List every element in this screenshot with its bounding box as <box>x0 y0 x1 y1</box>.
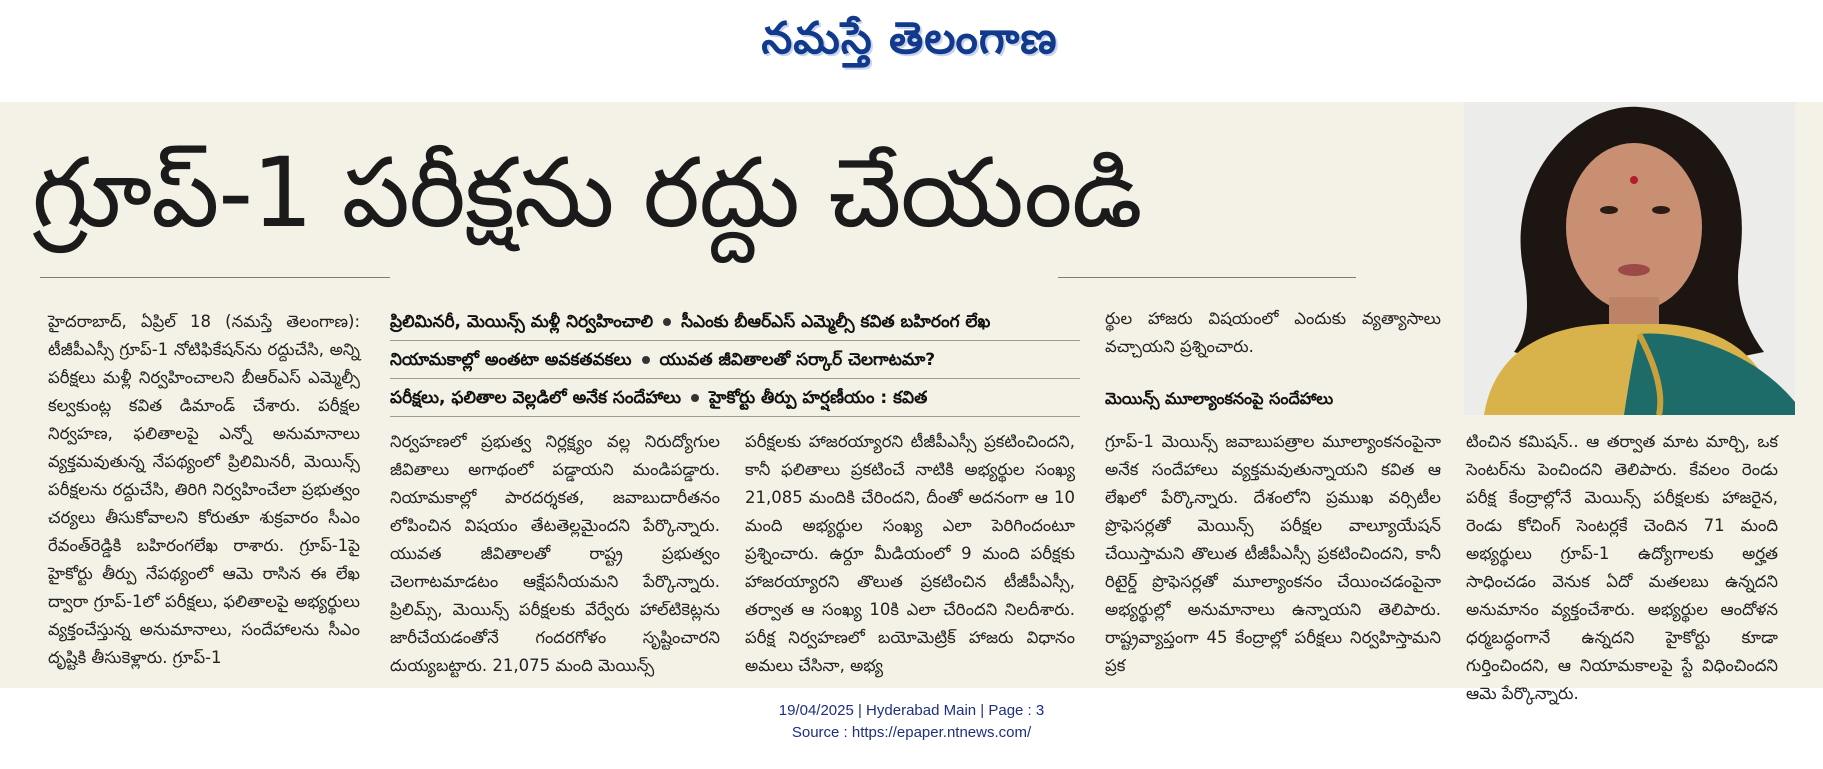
article-column-5 <box>1466 428 1778 703</box>
paragraph: నిర్వహణలో ప్రభుత్వ నిర్లక్ష్యం వల్ల నిరుద్యోగుల జీవితాలు అగాథంలో పడ్డాయని మండిపడ్డారు. నియామకాల్లో పారదర్శకత, జవాబుదారీతనం లోపించిన విషయం తేటతెల్లమైందని పేర్కొన్నారు. యువత జీవితాలతో రాష్ట్ర ప్రభుత్వం చెలగాటమాడటం ఆక్షేపనీయమని పేర్కొన్నారు. ప్రిలిమ్స్, మెయిన్స్ పరీక్షలకు వేర్వేరు హాల్‌టికెట్లను జారీచేయడంతోనే గందరగోళం సృష్టించారని దుయ్యబట్టారు. 21,075 మంది మెయిన్స్ <box>390 432 720 675</box>
deck-line-2 <box>390 343 1080 377</box>
woman-portrait-icon <box>1464 102 1795 415</box>
paragraph: హైదరాబాద్, ఏప్రిల్ 18 (నమస్తే తెలంగాణ): టీజీపీఎస్సీ గ్రూప్-1 నోటిఫికేషన్‌ను రద్దుచేసి, అన్ని పరీక్షలు మళ్లీ నిర్వహించాలని బీఆర్ఎస్ ఎమ్మెల్సీ కల్వకుంట్ల కవిత డిమాండ్ చేశారు. పరీక్షల నిర్వహణ, ఫలితాలపై ఎన్నో అనుమానాలు వ్యక్తమవుతున్న నేపథ్యంలో ప్రిలిమినరీ, మెయిన్స్ పరీక్షలను రద్దుచేసి, తిరిగి నిర్వహించేలా ప్రభుత్వం చర్యలు తీసుకోవాలని కోరుతూ శుక్రవారం సీఎం రేవంత్‌రెడ్డికి బహిరంగలేఖ రాశారు. గ్రూప్-1పై హైకోర్టు తీర్పు నేపథ్యంలో ఆమె రాసిన ఈ లేఖ ద్వారా గ్రూప్-1లో పరీక్షలు, ఫలితాలపై అభ్యర్థులు వ్యక్తంచేస్తున్న అనుమానాలు, సందేహాలను సీఎం దృష్టికి తీసుకెళ్లారు. గ్రూప్-1 <box>48 312 360 667</box>
deck-text: ప్రిలిమినరీ, మెయిన్స్ మళ్లీ నిర్వహించాలి <box>390 312 654 332</box>
deck-text: హైకోర్టు తీర్పు హర్షణీయం : కవిత <box>708 388 928 408</box>
bullet-icon <box>642 356 650 364</box>
paragraph: గ్రూప్-1 మెయిన్స్ జవాబుపత్రాల మూల్యాంకనంపైనా అనేక సందేహాలు వ్యక్తమవుతున్నాయని కవిత ఆ లేఖలో పేర్కొన్నారు. దేశంలోని ప్రముఖ వర్సిటీల ప్రొఫెసర్లతో మెయిన్స్ పరీక్షల వాల్యూయేషన్ చేయిస్తామని తొలుత టీజీపీఎస్సీ ప్రకటించిందని, కానీ రిటైర్డ్ ప్రొఫెసర్లతో మూల్యాంకనం చేయించడంపైనా అభ్యర్థుల్లో అనుమానాలు ఉన్నాయని తెలిపారు. రాష్ట్రవ్యాప్తంగా 45 కేంద్రాల్లో పరీక్షలు నిర్వహిస్తామని ప్రక <box>1105 432 1441 675</box>
section-subheading: మెయిన్స్ మూల్యాంకనంపై సందేహాలు <box>1105 389 1334 408</box>
source-url: Source : https://epaper.ntnews.com/ <box>791 724 1032 741</box>
deck-rule <box>390 340 1080 341</box>
article-column-1 <box>48 308 360 680</box>
deck-text: సీఎంకు బీఆర్ఎస్ ఎమ్మెల్సీ కవిత బహిరంగ లేఖ <box>681 312 991 332</box>
deck-rule <box>390 378 1080 379</box>
portrait-photo <box>1464 102 1795 415</box>
deck-line-3 <box>390 381 1080 415</box>
deck-rule <box>390 416 1080 417</box>
deck-text: నియామకాల్లో అంతటా అవకతవకలు <box>390 350 632 370</box>
edition-info: 19/04/2025 | Hyderabad Main | Page : 3 <box>778 702 1045 719</box>
paragraph: టించిన కమిషన్.. ఆ తర్వాత మాట మార్చి, ఒక సెంటర్‌ను పెంచిందని తెలిపారు. కేవలం రెండు పరీక్ష కేంద్రాల్లోనే మెయిన్స్ పరీక్షలకు హాజరైన, రెండు కోచింగ్ సెంటర్లకే చెందిన 71 మంది అభ్యర్థులు గ్రూప్-1 ఉద్యోగాలకు అర్హత సాధించడం వెనుక ఏదో మతలబు ఉన్నదని అనుమానం వ్యక్తంచేశారు. అభ్యర్థుల ఆందోళన ధర్మబద్ధంగానే ఉన్నదని హైకోర్టు కూడా గుర్తించిందని, ఆ నియామకాలపై స్టే విధించిందని ఆమె పేర్కొన్నారు. <box>1466 432 1778 703</box>
headline: గ్రూప్-1 పరీక్షను రద్దు చేయండి <box>32 137 1142 249</box>
bullet-icon <box>691 394 699 402</box>
bullet-icon <box>663 318 671 326</box>
deck-line-1 <box>390 305 1080 339</box>
headline-rule-right <box>1058 277 1356 278</box>
paragraph: ర్థుల హాజరు విషయంలో ఎందుకు వ్యత్యాసాలు వచ్చాయని ప్రశ్నించారు. <box>1105 309 1441 356</box>
masthead <box>0 0 1823 96</box>
article-column-2 <box>390 428 720 680</box>
article-column-3 <box>745 428 1075 680</box>
article-column-4 <box>1105 305 1441 685</box>
source-footer <box>0 700 1823 744</box>
headline-rule-left <box>40 277 390 278</box>
newspaper-logo: నమస్తే తెలంగాణ <box>761 13 1058 64</box>
paragraph: పరీక్షలకు హాజరయ్యారని టీజీపీఎస్సీ ప్రకటించిందని, కానీ ఫలితాలు ప్రకటించే నాటికి అభ్యర్థుల సంఖ్య 21,085 మందికి చేరిందని, దీంతో అదనంగా ఆ 10 మంది అభ్యర్థుల సంఖ్య ఎలా పెరిగిందంటూ ప్రశ్నించారు. ఉర్దూ మీడియంలో 9 మంది పరీక్షకు హాజరయ్యారని తొలుత ప్రకటించిన టీజీపీఎస్సీ, తర్వాత ఆ సంఖ్య 10కి ఎలా చేరిందని నిలదీశారు. పరీక్ష నిర్వహణలో బయోమెట్రిక్ హాజరు విధానం అమలు చేసినా, అభ్య <box>745 432 1075 675</box>
deck-text: యువత జీవితాలతో సర్కార్ చెలగాటమా? <box>659 350 936 370</box>
deck-text: పరీక్షలు, ఫలితాల వెల్లడిలో అనేక సందేహాలు <box>390 388 681 408</box>
